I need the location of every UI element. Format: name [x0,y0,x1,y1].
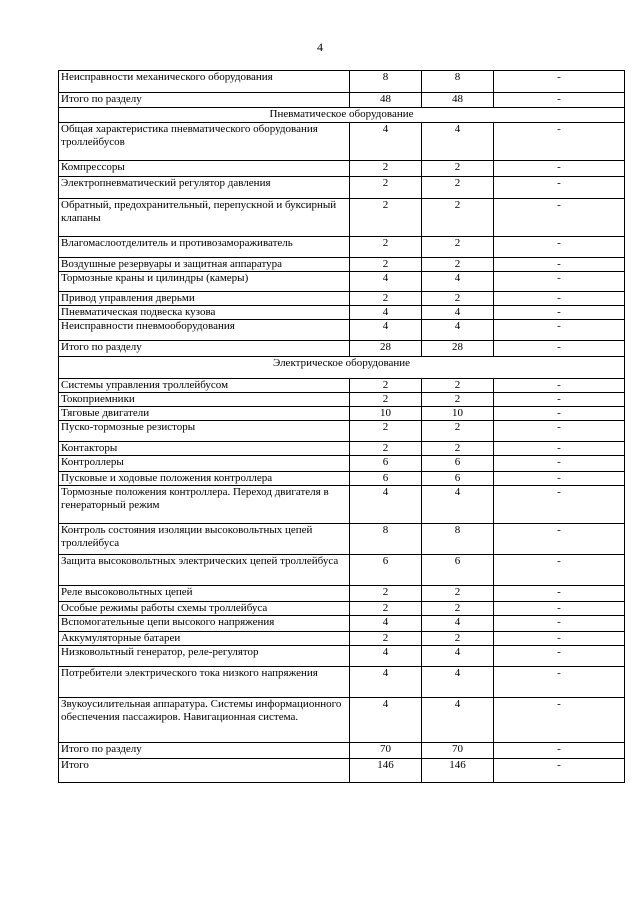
row-name: Итого по разделу [59,93,350,108]
hours-practice: - [494,71,625,93]
hours-practice: - [494,93,625,108]
hours-theory: 2 [422,258,494,272]
hours-theory: 4 [422,306,494,320]
hours-practice: - [494,586,625,602]
hours-practice: - [494,379,625,393]
table-row [59,237,625,258]
hours-theory: 2 [422,602,494,616]
hours-total: 4 [350,486,422,524]
table-row [59,199,625,237]
row-name: Привод управления дверьми [59,292,350,306]
table-row [59,177,625,199]
section-title: Пневматическое оборудование [59,108,625,123]
hours-theory: 4 [422,123,494,161]
table-row [59,667,625,698]
hours-theory: 4 [422,272,494,292]
hours-total: 4 [350,272,422,292]
row-name: Контакторы [59,442,350,456]
hours-practice: - [494,258,625,272]
hours-total: 4 [350,616,422,632]
hours-practice: - [494,407,625,421]
section-title: Электрическое оборудование [59,357,625,379]
row-name: Тормозные краны и цилиндры (камеры) [59,272,350,292]
table-row [59,393,625,407]
row-name: Электропневматический регулятор давления [59,177,350,199]
row-name: Реле высоковольтных цепей [59,586,350,602]
row-name: Влагомаслоотделитель и противозамораживатель [59,237,350,258]
table-body [59,71,625,783]
hours-theory: 28 [422,341,494,357]
hours-total: 4 [350,667,422,698]
hours-total: 2 [350,161,422,177]
table-row [59,442,625,456]
hours-practice: - [494,472,625,486]
hours-theory: 70 [422,743,494,759]
table-row [59,698,625,743]
hours-practice: - [494,524,625,555]
hours-theory: 4 [422,486,494,524]
hours-total: 4 [350,306,422,320]
row-name: Токоприемники [59,393,350,407]
table-row [59,602,625,616]
row-name: Системы управления троллейбусом [59,379,350,393]
hours-theory: 4 [422,667,494,698]
hours-practice: - [494,421,625,442]
hours-theory: 8 [422,524,494,555]
table-row [59,646,625,667]
row-name: Тяговые двигатели [59,407,350,421]
hours-practice: - [494,393,625,407]
hours-theory: 2 [422,421,494,442]
hours-theory: 2 [422,393,494,407]
table-row [59,306,625,320]
hours-total: 4 [350,320,422,341]
hours-practice: - [494,320,625,341]
hours-practice: - [494,743,625,759]
table-row [59,341,625,357]
hours-total: 2 [350,602,422,616]
hours-total: 10 [350,407,422,421]
hours-total: 4 [350,698,422,743]
hours-total: 2 [350,292,422,306]
hours-practice: - [494,306,625,320]
row-name: Тормозные положения контроллера. Переход двигателя в генераторный режим [59,486,350,524]
hours-practice: - [494,177,625,199]
hours-total: 2 [350,177,422,199]
hours-theory: 2 [422,442,494,456]
table-row [59,616,625,632]
hours-total: 6 [350,456,422,472]
hours-practice: - [494,486,625,524]
row-name: Звукоусилительная аппаратура. Системы информационного обеспечения пассажиров. Навигационная система. [59,698,350,743]
table-row [59,320,625,341]
hours-theory: 6 [422,555,494,586]
table-row [59,759,625,783]
hours-total: 6 [350,472,422,486]
hours-total: 28 [350,341,422,357]
row-name: Низковольтный генератор, реле-регулятор [59,646,350,667]
hours-total: 2 [350,237,422,258]
hours-theory: 48 [422,93,494,108]
table-row [59,258,625,272]
table-row [59,161,625,177]
hours-practice: - [494,341,625,357]
hours-practice: - [494,161,625,177]
hours-total: 2 [350,586,422,602]
table-row [59,407,625,421]
hours-total: 2 [350,442,422,456]
hours-total: 48 [350,93,422,108]
section-header-row [59,108,625,123]
hours-total: 146 [350,759,422,783]
hours-theory: 2 [422,292,494,306]
hours-total: 2 [350,379,422,393]
table-row [59,472,625,486]
row-name: Итого по разделу [59,341,350,357]
row-name: Неисправности механического оборудования [59,71,350,93]
table-row [59,379,625,393]
row-name: Пуско-тормозные резисторы [59,421,350,442]
hours-practice: - [494,456,625,472]
hours-total: 2 [350,258,422,272]
hours-practice: - [494,237,625,258]
hours-total: 2 [350,421,422,442]
table-row [59,486,625,524]
hours-total: 8 [350,524,422,555]
hours-theory: 2 [422,237,494,258]
table-row [59,421,625,442]
hours-total: 2 [350,199,422,237]
hours-theory: 2 [422,586,494,602]
row-name: Особые режимы работы схемы троллейбуса [59,602,350,616]
table-row [59,524,625,555]
row-name: Пневматическая подвеска кузова [59,306,350,320]
row-name: Обратный, предохранительный, перепускной и буксирный клапаны [59,199,350,237]
table-row [59,456,625,472]
table-row [59,123,625,161]
row-name: Неисправности пневмооборудования [59,320,350,341]
hours-theory: 2 [422,379,494,393]
hours-practice: - [494,442,625,456]
hours-practice: - [494,555,625,586]
page-number: 4 [317,40,323,54]
row-name: Контроль состояния изоляции высоковольтных цепей троллейбуса [59,524,350,555]
hours-theory: 2 [422,199,494,237]
table-row [59,71,625,93]
hours-practice: - [494,292,625,306]
hours-total: 4 [350,123,422,161]
row-name: Итого [59,759,350,783]
hours-table [58,70,625,783]
row-name: Контроллеры [59,456,350,472]
hours-theory: 4 [422,320,494,341]
table-row [59,632,625,646]
hours-total: 8 [350,71,422,93]
hours-practice: - [494,602,625,616]
table-row [59,272,625,292]
hours-theory: 6 [422,472,494,486]
hours-theory: 4 [422,698,494,743]
hours-practice: - [494,667,625,698]
row-name: Защита высоковольтных электрических цепей троллейбуса [59,555,350,586]
hours-practice: - [494,272,625,292]
hours-total: 2 [350,632,422,646]
row-name: Итого по разделу [59,743,350,759]
hours-theory: 4 [422,616,494,632]
row-name: Общая характеристика пневматического оборудования троллейбусов [59,123,350,161]
row-name: Потребители электрического тока низкого напряжения [59,667,350,698]
hours-practice: - [494,632,625,646]
row-name: Компрессоры [59,161,350,177]
hours-theory: 6 [422,456,494,472]
hours-theory: 8 [422,71,494,93]
row-name: Аккумуляторные батареи [59,632,350,646]
section-header-row [59,357,625,379]
hours-theory: 4 [422,646,494,667]
hours-total: 70 [350,743,422,759]
hours-practice: - [494,698,625,743]
hours-practice: - [494,616,625,632]
hours-total: 6 [350,555,422,586]
hours-theory: 146 [422,759,494,783]
hours-theory: 2 [422,161,494,177]
hours-theory: 2 [422,632,494,646]
hours-total: 4 [350,646,422,667]
row-name: Воздушные резервуары и защитная аппаратура [59,258,350,272]
table-row [59,93,625,108]
hours-total: 2 [350,393,422,407]
hours-theory: 10 [422,407,494,421]
table-row [59,743,625,759]
hours-practice: - [494,123,625,161]
hours-practice: - [494,199,625,237]
table-row [59,555,625,586]
row-name: Вспомогательные цепи высокого напряжения [59,616,350,632]
hours-theory: 2 [422,177,494,199]
table-row [59,292,625,306]
row-name: Пусковые и ходовые положения контроллера [59,472,350,486]
hours-practice: - [494,646,625,667]
hours-practice: - [494,759,625,783]
table-row [59,586,625,602]
